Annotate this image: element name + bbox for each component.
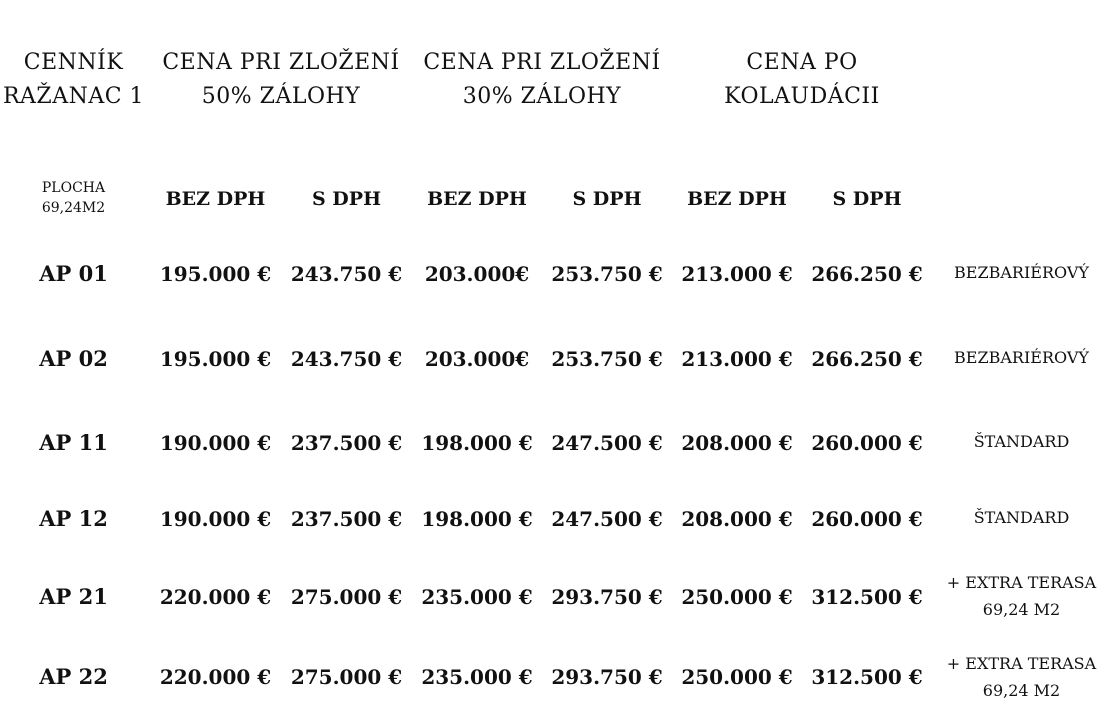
apartment-note	[935, 567, 1108, 625]
apartment-note	[935, 250, 1108, 294]
price-cell: 237.500 €	[290, 431, 403, 455]
price-cell: 203.000€	[424, 262, 530, 286]
price-cell: 198.000 €	[421, 431, 533, 455]
price-cell: 250.000 €	[681, 585, 793, 609]
price-cell: 235.000 €	[421, 665, 533, 689]
plocha-label-line-1: PLOCHA	[41, 180, 106, 196]
price-cell: 243.750 €	[290, 262, 403, 286]
subheader-s-dph: S DPH	[311, 187, 382, 210]
apartment-label: AP 21	[39, 584, 108, 610]
note-line-1: ŠTANDARD	[973, 431, 1070, 451]
price-cell: 237.500 €	[290, 507, 403, 531]
price-cell: 220.000 €	[159, 585, 272, 609]
price-cell: 213.000 €	[681, 262, 793, 286]
apartment-label: AP 22	[39, 664, 108, 690]
price-cell: 190.000 €	[159, 507, 272, 531]
group-header-kolaudacia	[672, 45, 932, 115]
note-line-1: + EXTRA TERASA	[946, 654, 1097, 673]
price-cell: 275.000 €	[290, 665, 403, 689]
subheader-bez-dph: BEZ DPH	[427, 187, 527, 210]
group-header-50-line-2: 50% ZÁLOHY	[201, 84, 361, 109]
price-cell: 266.250 €	[811, 262, 923, 286]
price-cell: 253.750 €	[551, 262, 663, 286]
note-line-1: BEZBARIÉROVÝ	[954, 262, 1089, 282]
price-cell: 253.750 €	[551, 347, 663, 371]
group-header-kolaudacia-line-2: KOLAUDÁCII	[724, 84, 880, 109]
price-cell: 266.250 €	[811, 347, 923, 371]
apartment-note	[935, 419, 1108, 463]
group-header-50	[150, 45, 412, 115]
price-cell: 260.000 €	[811, 507, 923, 531]
price-cell: 247.500 €	[551, 431, 663, 455]
subheader-bez-dph: BEZ DPH	[165, 187, 266, 210]
price-cell: 260.000 €	[811, 431, 923, 455]
title-line-1: CENNÍK	[23, 50, 124, 75]
note-line-1: ŠTANDARD	[973, 507, 1070, 527]
price-cell: 312.500 €	[811, 665, 923, 689]
price-cell: 250.000 €	[681, 665, 793, 689]
price-cell: 312.500 €	[811, 585, 923, 609]
group-header-30-line-2: 30% ZÁLOHY	[462, 84, 622, 109]
group-header-30-line-1: CENA PRI ZLOŽENÍ	[423, 50, 661, 75]
price-cell: 208.000 €	[681, 507, 793, 531]
price-cell: 213.000 €	[681, 347, 793, 371]
apartment-note	[935, 495, 1108, 539]
price-cell: 275.000 €	[290, 585, 403, 609]
note-line-1: BEZBARIÉROVÝ	[954, 347, 1089, 367]
plocha-label	[0, 175, 147, 221]
price-cell: 195.000 €	[159, 347, 272, 371]
apartment-label: AP 12	[39, 506, 108, 532]
price-cell: 208.000 €	[681, 431, 793, 455]
price-cell: 195.000 €	[159, 262, 272, 286]
price-cell: 203.000€	[424, 347, 530, 371]
price-cell: 220.000 €	[159, 665, 272, 689]
subheader-s-dph: S DPH	[572, 187, 642, 210]
price-cell: 190.000 €	[159, 431, 272, 455]
apartment-note	[935, 335, 1108, 379]
plocha-label-line-2: 69,24M2	[41, 200, 106, 216]
title	[0, 45, 147, 115]
price-cell: 293.750 €	[551, 585, 663, 609]
apartment-label: AP 02	[39, 346, 108, 372]
note-line-1: + EXTRA TERASA	[946, 573, 1097, 592]
title-line-2: RAŽANAC 1	[2, 84, 145, 109]
price-cell: 198.000 €	[421, 507, 533, 531]
note-line-2: 69,24 M2	[982, 681, 1061, 700]
apartment-label: AP 01	[39, 261, 108, 287]
note-line-2: 69,24 M2	[982, 600, 1061, 619]
price-cell: 243.750 €	[290, 347, 403, 371]
group-header-30	[412, 45, 672, 115]
apartment-label: AP 11	[39, 430, 108, 456]
group-header-50-line-1: CENA PRI ZLOŽENÍ	[162, 50, 400, 75]
price-cell: 293.750 €	[551, 665, 663, 689]
group-header-kolaudacia-line-1: CENA PO	[746, 50, 858, 75]
subheader-s-dph: S DPH	[832, 187, 902, 210]
apartment-note	[935, 648, 1108, 706]
subheader-bez-dph: BEZ DPH	[687, 187, 787, 210]
price-cell: 247.500 €	[551, 507, 663, 531]
price-cell: 235.000 €	[421, 585, 533, 609]
